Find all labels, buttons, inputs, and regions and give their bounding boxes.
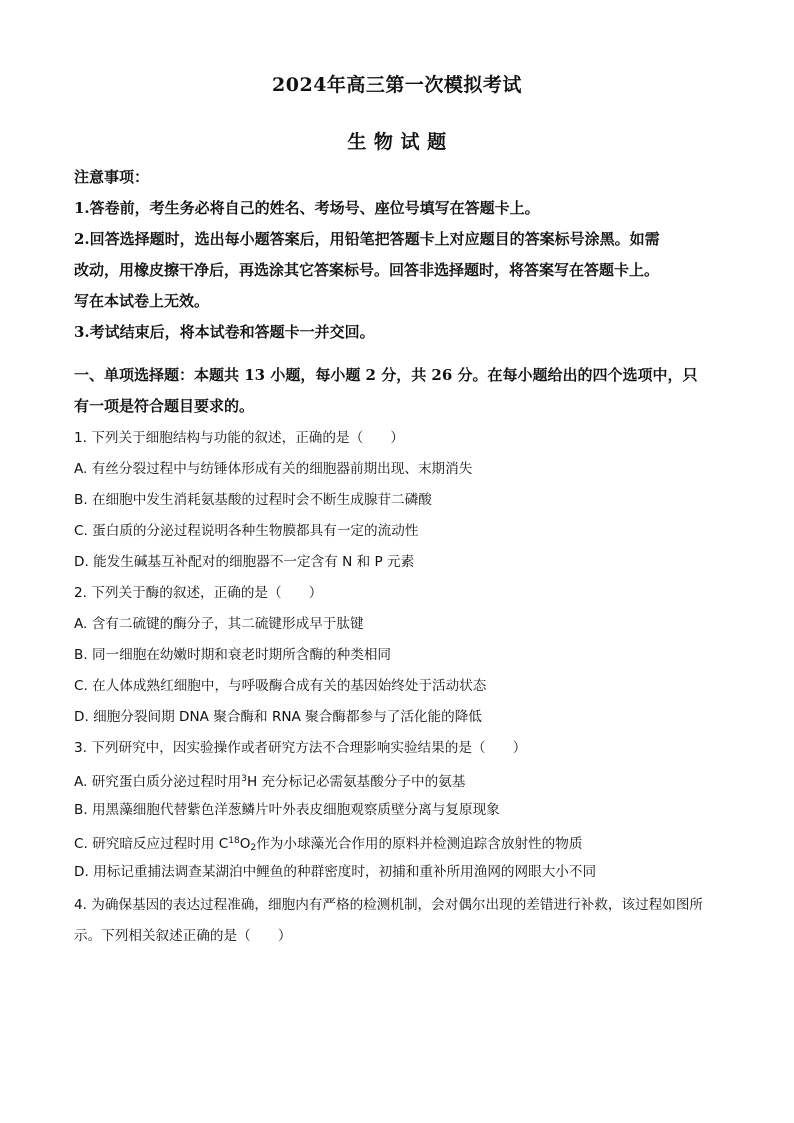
note-2-line-3: 写在本试卷上无效。 bbox=[74, 292, 210, 310]
question-3-option-a: A. 研究蛋白质分泌过程时用$^3$H 充分标记必需氨基酸分子中的氨基 bbox=[74, 774, 466, 790]
exam-title: 2024年高三第一次模拟考试 bbox=[272, 74, 522, 96]
question-3-option-b: B. 用黑藻细胞代替紫色洋葱鳞片叶外表皮细胞观察质壁分离与复原现象 bbox=[74, 802, 500, 818]
question-2-stem: 2. 下列关于酶的叙述，正确的是（ ） bbox=[74, 585, 323, 601]
notes-heading: 注意事项： bbox=[74, 168, 150, 186]
section-1-heading-line-1: 一、单项选择题：本题共 13 小题，每小题 2 分，共 26 分。在每小题给出的四个选项中，只 bbox=[74, 366, 698, 384]
note-2-line-1: 2.回答选择题时，选出每小题答案后，用铅笔把答题卡上对应题目的答案标号涂黑。如需 bbox=[74, 230, 660, 248]
question-2-option-d: D. 细胞分裂间期 DNA 聚合酶和 RNA 聚合酶都参与了活化能的降低 bbox=[74, 709, 482, 725]
question-1-option-a: A. 有丝分裂过程中与纺锤体形成有关的细胞器前期出现、末期消失 bbox=[74, 461, 473, 477]
question-1-option-b: B. 在细胞中发生消耗氨基酸的过程时会不断生成腺苷二磷酸 bbox=[74, 492, 432, 508]
question-1-stem: 1. 下列关于细胞结构与功能的叙述，正确的是（ ） bbox=[74, 430, 404, 446]
question-2-option-b: B. 同一细胞在幼嫩时期和衰老时期所含酶的种类相同 bbox=[74, 647, 392, 663]
question-4-stem-line-2: 示。下列相关叙述正确的是（ ） bbox=[74, 928, 292, 944]
question-3-stem: 3. 下列研究中，因实验操作或者研究方法不合理影响实验结果的是（ ） bbox=[74, 740, 527, 756]
note-2-line-2: 改动，用橡皮擦干净后，再选涂其它答案标号。回答非选择题时，将答案写在答题卡上。 bbox=[74, 261, 660, 279]
note-3: 3.考试结束后，将本试卷和答题卡一并交回。 bbox=[74, 323, 375, 341]
question-1-option-d: D. 能发生碱基互补配对的细胞器不一定含有 N 和 P 元素 bbox=[74, 554, 415, 570]
section-1-heading-line-2: 有一项是符合题目要求的。 bbox=[74, 397, 255, 415]
question-4-stem-line-1: 4. 为确保基因的表达过程准确，细胞内有严格的检测机制，会对偶尔出现的差错进行补救，该过程如图所 bbox=[74, 897, 704, 913]
note-1: 1.答卷前，考生务必将自己的姓名、考场号、座位号填写在答题卡上。 bbox=[74, 199, 540, 217]
question-1-option-c: C. 蛋白质的分泌过程说明各种生物膜都具有一定的流动性 bbox=[74, 523, 419, 539]
subject-title: 生 物 试 题 bbox=[347, 131, 447, 153]
question-2-option-c: C. 在人体成熟红细胞中，与呼吸酶合成有关的基因始终处于活动状态 bbox=[74, 678, 487, 694]
question-3-option-c: C. 研究暗反应过程时用 $C^{18}O_2$作为小球藻光合作用的原料并检测追踪含放射性的物质 bbox=[74, 836, 583, 853]
question-3-option-d: D. 用标记重捕法调查某湖泊中鲤鱼的种群密度时，初捕和重补所用渔网的网眼大小不同 bbox=[74, 864, 597, 880]
question-2-option-a: A. 含有二硫键的酶分子，其二硫键形成早于肽键 bbox=[74, 616, 364, 632]
